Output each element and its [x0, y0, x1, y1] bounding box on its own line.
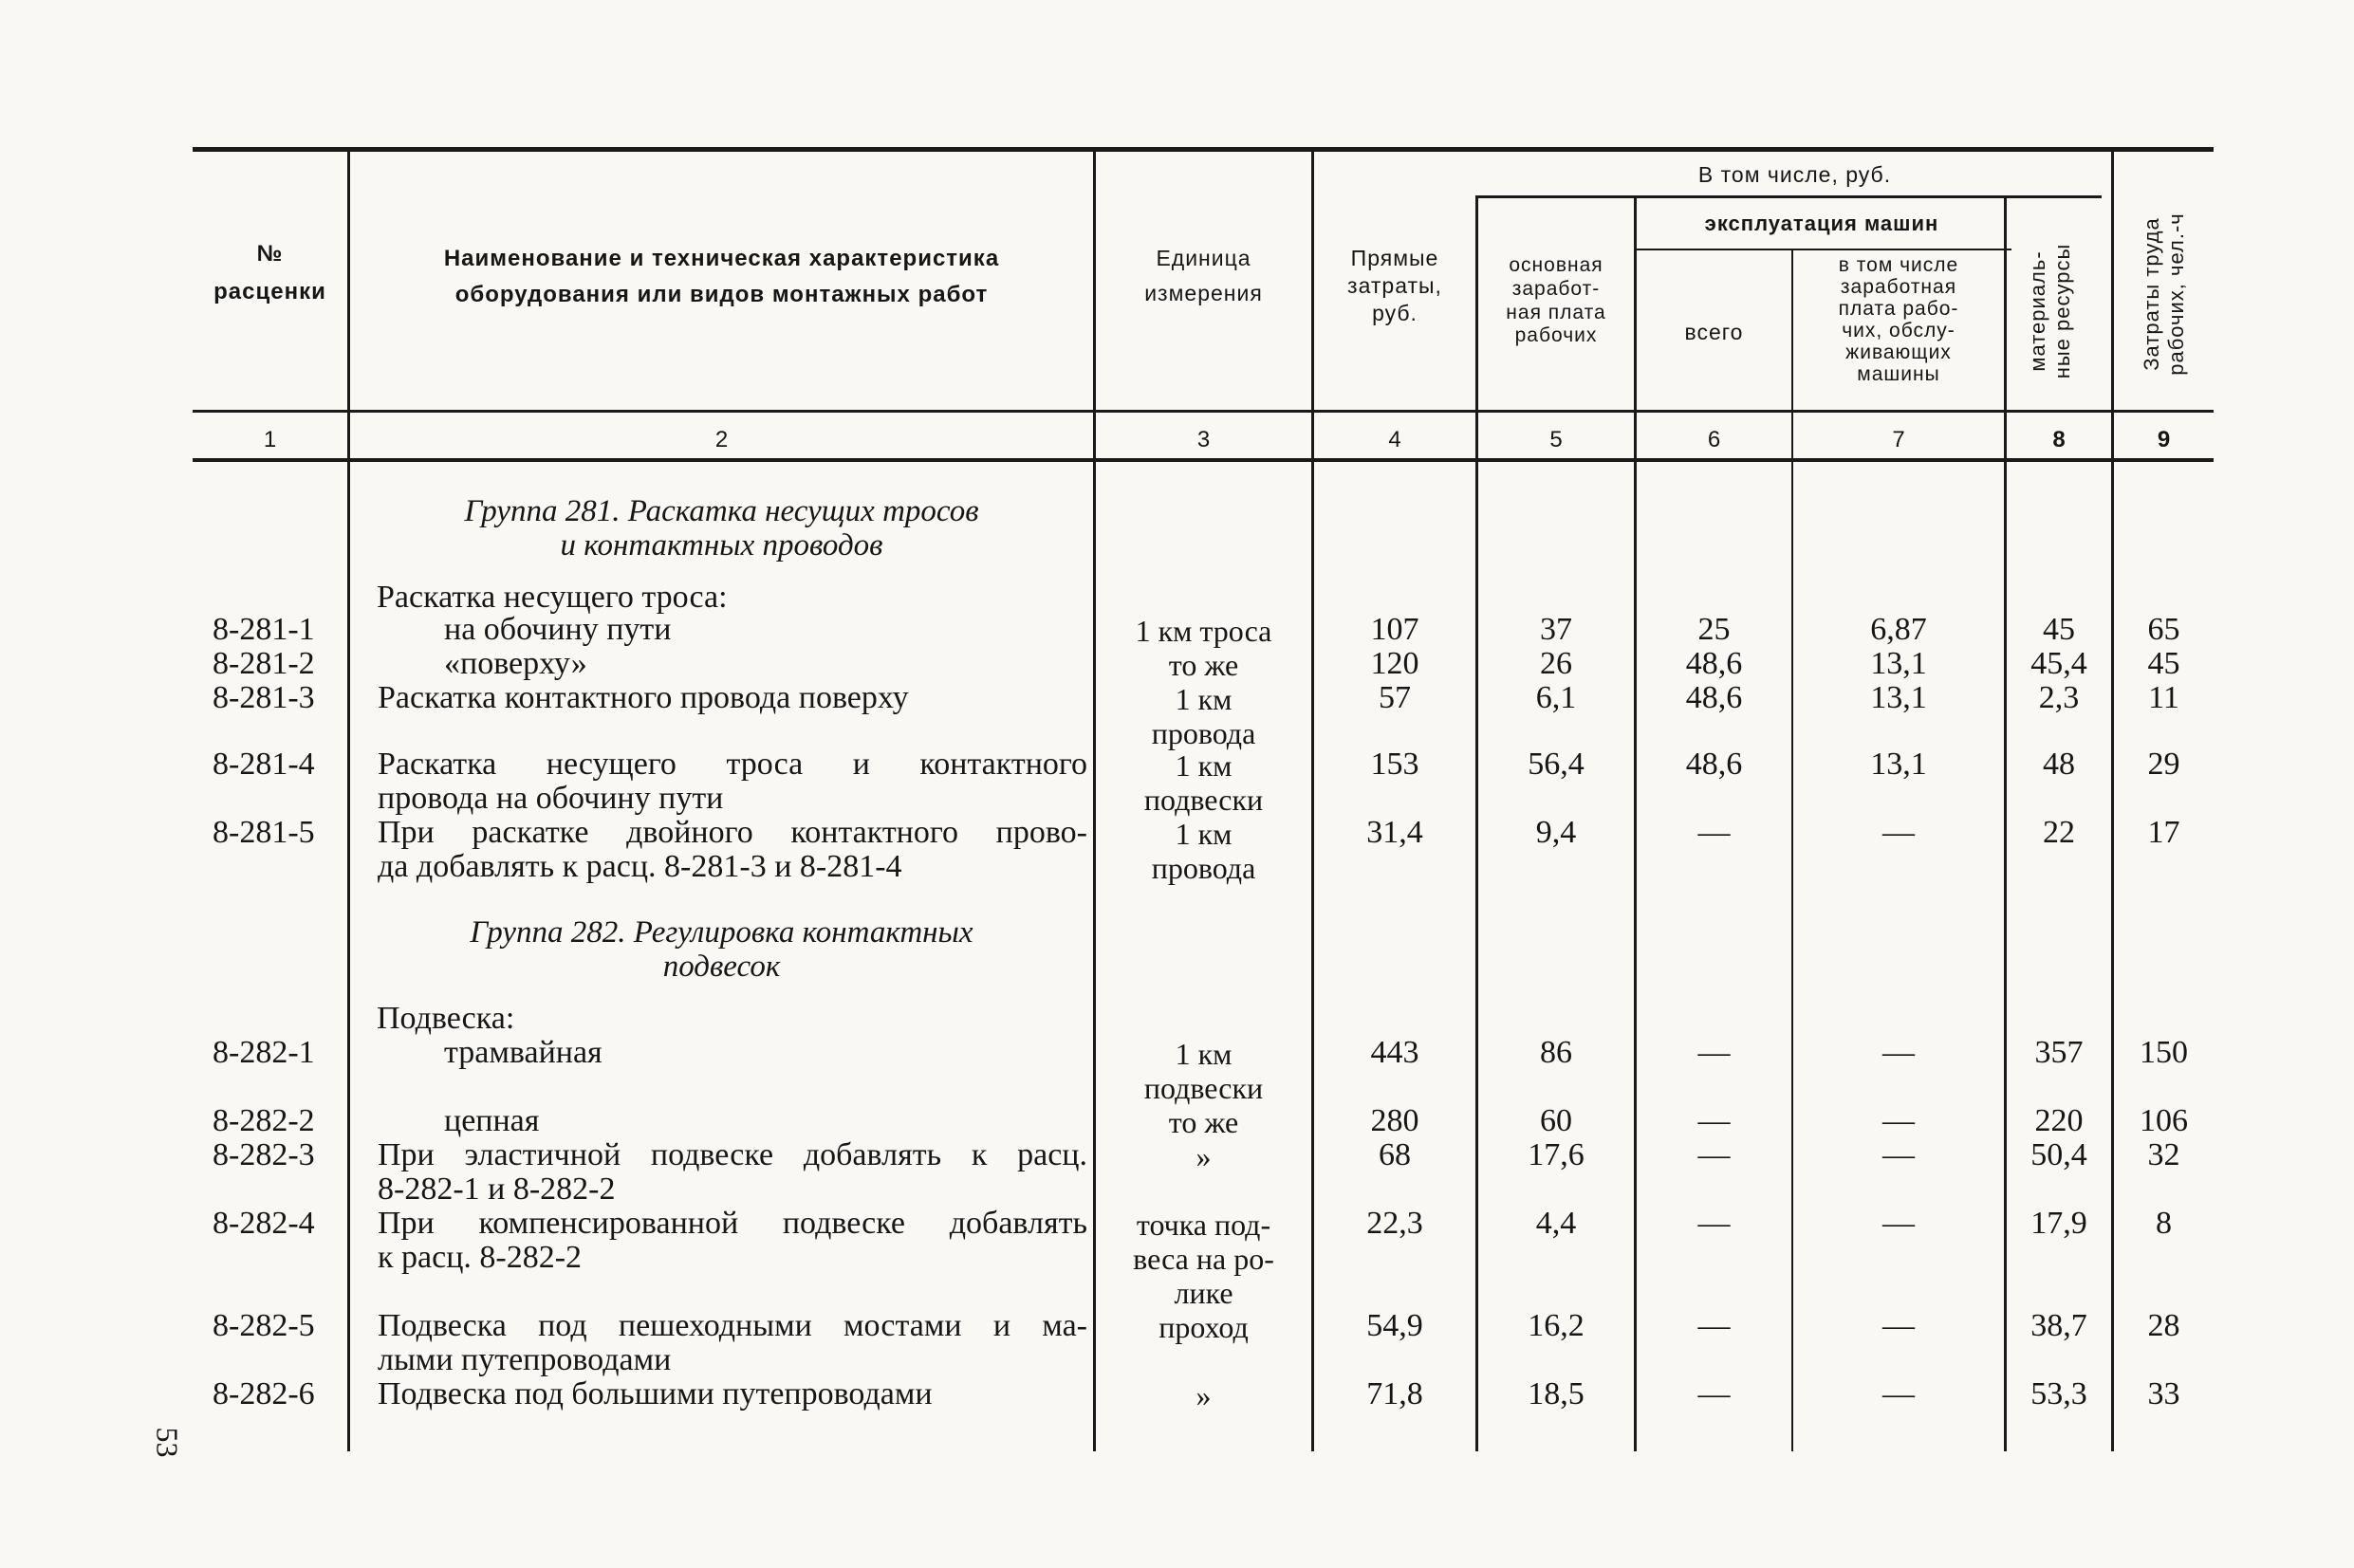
row-base-wage: 60	[1540, 1103, 1572, 1138]
group-281-title	[350, 495, 1093, 563]
row-direct-cost: 68	[1379, 1137, 1411, 1172]
row-name: Подвеска под пешеходными мостами и ма-	[378, 1308, 1087, 1343]
row-base-wage: 18,5	[1528, 1376, 1585, 1411]
row-name: «поверху»	[444, 646, 587, 681]
column-number: 3	[1196, 427, 1211, 452]
header-bottom-rule	[193, 410, 2214, 413]
row-machine-wage: —	[1882, 1103, 1915, 1138]
row-name: При компенсированной подвеске добавлять	[378, 1206, 1087, 1241]
row-unit-line: подвески	[1143, 1070, 1264, 1105]
header-col7-line4: чих, обслу-	[1842, 320, 1955, 342]
row-machine-total: 25	[1697, 612, 1731, 647]
row-machine-total: 48,6	[1685, 680, 1743, 715]
row-unit-line: веса на ро-	[1133, 1241, 1274, 1276]
header-col8	[2026, 202, 2079, 420]
row-name: При эластичной подвеске добавлять к расц.	[378, 1137, 1087, 1172]
header-col3	[1096, 245, 1311, 307]
header-in-total: В том числе, руб.	[1697, 162, 1892, 187]
row-direct-cost: 280	[1370, 1103, 1419, 1138]
row-unit: »	[1196, 1139, 1212, 1173]
header-col2	[350, 245, 1093, 309]
group-281-title-line1: Группа 281. Раскатка несущих тросов	[464, 494, 979, 528]
row-machine-total: —	[1697, 1206, 1731, 1241]
row-machine-total: —	[1697, 1035, 1731, 1070]
row-base-wage: 56,4	[1528, 747, 1585, 782]
row-direct-cost: 120	[1370, 646, 1419, 681]
row-machine-wage: —	[1882, 1035, 1915, 1070]
row-unit: 1 км троса	[1135, 614, 1272, 648]
column-number: 1	[263, 427, 277, 452]
row-base-wage: 26	[1540, 646, 1572, 681]
header-col3-line1: Единица	[1156, 246, 1251, 270]
group-282-title-line2: подвесок	[662, 949, 781, 984]
header-col5-line1: основная	[1509, 254, 1603, 276]
row-base-wage: 17,6	[1528, 1137, 1585, 1172]
row-base-wage: 86	[1540, 1035, 1572, 1070]
row-labor: 11	[2148, 680, 2179, 715]
column-number: 9	[2157, 427, 2171, 452]
row-code: 8-281-3	[213, 680, 315, 715]
row-machine-wage: —	[1882, 1308, 1915, 1343]
row-unit-line: лике	[1174, 1275, 1233, 1310]
row-machine-wage: —	[1882, 1376, 1915, 1411]
row-direct-cost: 57	[1379, 680, 1411, 715]
row-unit	[1096, 749, 1311, 818]
row-name-cont: да добавлять к расц. 8-281-3 и 8-281-4	[378, 849, 902, 884]
row-unit-line: 1 км	[1175, 817, 1233, 851]
row-materials: 38,7	[2030, 1308, 2087, 1343]
header-col6: всего	[1684, 320, 1744, 344]
row-base-wage: 4,4	[1535, 1206, 1577, 1241]
row-unit-line: провода	[1151, 715, 1256, 750]
row-labor: 65	[2147, 612, 2180, 647]
header-col7-line1: в том числе	[1838, 254, 1959, 276]
row-code: 8-282-1	[213, 1035, 315, 1070]
row-materials: 22	[2043, 815, 2075, 850]
header-col1-line1: №	[256, 241, 284, 267]
row-materials: 220	[2034, 1103, 2084, 1138]
row-code: 8-281-1	[213, 612, 315, 647]
header-col9-line1: Затраты труда	[2140, 217, 2163, 371]
row-unit: проход	[1158, 1310, 1249, 1344]
row-code: 8-282-4	[213, 1206, 315, 1241]
row-base-wage: 37	[1540, 612, 1572, 647]
row-labor: 33	[2147, 1376, 2180, 1411]
row-materials: 50,4	[2030, 1137, 2087, 1172]
column-number: 7	[1892, 427, 1905, 452]
row-machine-total: —	[1697, 1308, 1731, 1343]
row-unit-line: точка под-	[1136, 1208, 1271, 1242]
row-machine-total: —	[1697, 1137, 1731, 1172]
row-code: 8-282-6	[213, 1376, 315, 1411]
header-col5-line4: рабочих	[1514, 324, 1598, 347]
row-direct-cost: 153	[1370, 747, 1419, 782]
row-unit: »	[1196, 1378, 1212, 1412]
col-divider-8h	[2111, 152, 2114, 465]
row-materials: 48	[2043, 747, 2075, 782]
row-materials: 45,4	[2030, 646, 2087, 681]
header-col8-line2: ные ресурсы	[2050, 243, 2075, 379]
row-unit: то же	[1168, 648, 1239, 682]
row-name-cont: провода на обочину пути	[378, 781, 724, 816]
row-name-cont: к расц. 8-282-2	[378, 1240, 583, 1275]
row-code: 8-282-5	[213, 1308, 315, 1343]
row-labor: 17	[2147, 815, 2180, 850]
header-col4-line3: руб.	[1372, 300, 1418, 325]
row-name-cont: лыми путепроводами	[378, 1342, 672, 1377]
row-direct-cost: 443	[1370, 1035, 1419, 1070]
row-machine-total: —	[1697, 1376, 1731, 1411]
row-code: 8-282-3	[213, 1137, 315, 1172]
row-unit-line: 1 км	[1175, 682, 1233, 716]
row-direct-cost: 31,4	[1366, 815, 1423, 850]
row-direct-cost: 107	[1370, 612, 1419, 647]
group-281-subheading: Раскатка несущего троса:	[377, 580, 728, 615]
column-number: 8	[2052, 427, 2066, 452]
row-name: При раскатке двойного контактного прово-	[378, 815, 1087, 850]
row-materials: 2,3	[2038, 680, 2080, 715]
header-col9-line2: рабочих, чел.-ч	[2164, 212, 2189, 376]
row-name: Раскатка несущего троса и контактного	[378, 747, 1087, 782]
row-labor: 45	[2147, 646, 2180, 681]
row-labor: 32	[2147, 1137, 2180, 1172]
group-281-title-line2: и контактных проводов	[560, 527, 883, 563]
group-282-subheading: Подвеска:	[377, 1001, 515, 1036]
row-code: 8-281-2	[213, 646, 315, 681]
row-machine-wage: —	[1882, 1137, 1915, 1172]
row-unit	[1096, 818, 1311, 886]
column-number: 5	[1549, 427, 1563, 452]
row-name: трамвайная	[444, 1035, 602, 1070]
row-unit: то же	[1168, 1105, 1239, 1139]
group-282-title-line1: Группа 282. Регулировка контактных	[470, 915, 973, 950]
header-col5-line2: заработ-	[1511, 277, 1601, 300]
row-name: на обочину пути	[444, 612, 672, 647]
row-code: 8-281-4	[213, 747, 315, 782]
row-machine-wage: 13,1	[1870, 646, 1927, 681]
header-machine-group: эксплуатация машин	[1704, 212, 1939, 235]
header-col3-line2: измерения	[1144, 280, 1263, 305]
row-labor: 106	[2140, 1103, 2188, 1138]
row-machine-total: 48,6	[1685, 747, 1743, 782]
row-unit-line: 1 км	[1175, 748, 1233, 783]
in-total-underline	[1475, 195, 2102, 198]
row-unit	[1096, 1208, 1311, 1310]
header-col7-line5: живающих	[1845, 341, 1952, 364]
row-base-wage: 9,4	[1535, 815, 1577, 850]
row-machine-total: —	[1697, 815, 1731, 850]
row-machine-total: —	[1697, 1103, 1731, 1138]
row-unit-line: провода	[1151, 850, 1256, 885]
row-machine-wage: 13,1	[1870, 747, 1927, 782]
row-labor: 29	[2147, 747, 2180, 782]
row-machine-wage: 13,1	[1870, 680, 1927, 715]
header-col4-line2: затраты,	[1347, 272, 1442, 298]
header-col1	[193, 240, 347, 306]
row-name: Подвеска под большими путепроводами	[378, 1376, 933, 1411]
row-name: цепная	[444, 1103, 540, 1138]
header-col1-line2: расценки	[213, 279, 326, 304]
header-col5-line3: ная плата	[1506, 301, 1606, 323]
row-direct-cost: 54,9	[1366, 1308, 1423, 1343]
machine-group-underline	[1634, 249, 2011, 250]
row-code: 8-282-2	[213, 1103, 315, 1138]
row-labor: 150	[2140, 1035, 2188, 1070]
header-col5	[1478, 254, 1634, 348]
row-machine-wage: 6,87	[1870, 612, 1927, 647]
column-number: 6	[1707, 427, 1721, 452]
header-col4-line1: Прямые	[1350, 246, 1439, 270]
group-282-title	[350, 916, 1093, 984]
header-col2-line2: оборудования или видов монтажных работ	[454, 282, 989, 307]
header-col8-line1: материаль-	[2026, 250, 2049, 372]
row-machine-wage: —	[1882, 815, 1915, 850]
header-col7-line3: плата рабо-	[1838, 298, 1959, 321]
row-materials: 17,9	[2030, 1206, 2087, 1241]
row-unit	[1096, 1038, 1311, 1106]
row-unit-line: подвески	[1143, 782, 1264, 817]
col-divider-2h	[1093, 152, 1096, 465]
row-machine-wage: —	[1882, 1206, 1915, 1241]
row-direct-cost: 71,8	[1366, 1376, 1423, 1411]
column-number: 2	[714, 427, 729, 452]
row-name-cont: 8-282-1 и 8-282-2	[378, 1171, 616, 1207]
row-machine-total: 48,6	[1685, 646, 1743, 681]
row-direct-cost: 22,3	[1366, 1206, 1423, 1241]
row-labor: 28	[2147, 1308, 2180, 1343]
header-col7-line6: машины	[1857, 363, 1940, 386]
row-materials: 53,3	[2030, 1376, 2087, 1411]
top-rule	[193, 147, 2214, 152]
header-col9	[2140, 174, 2193, 415]
row-unit	[1096, 683, 1311, 751]
header-col7-line2: заработная	[1840, 276, 1957, 299]
row-code: 8-281-5	[213, 815, 315, 850]
header-col4	[1314, 245, 1475, 326]
row-base-wage: 6,1	[1535, 680, 1577, 715]
row-labor: 8	[2156, 1206, 2172, 1241]
row-name: Раскатка контактного провода поверху	[378, 680, 909, 715]
row-base-wage: 16,2	[1528, 1308, 1585, 1343]
row-materials: 357	[2034, 1035, 2084, 1070]
row-materials: 45	[2043, 612, 2075, 647]
page-number: 53	[150, 1427, 185, 1458]
header-col7	[1793, 254, 2004, 386]
row-unit-line: 1 км	[1175, 1037, 1233, 1071]
header-col2-line1: Наименование и техническая характеристика	[443, 246, 1000, 271]
column-number-rule	[193, 458, 2214, 462]
column-number: 4	[1388, 427, 1401, 452]
